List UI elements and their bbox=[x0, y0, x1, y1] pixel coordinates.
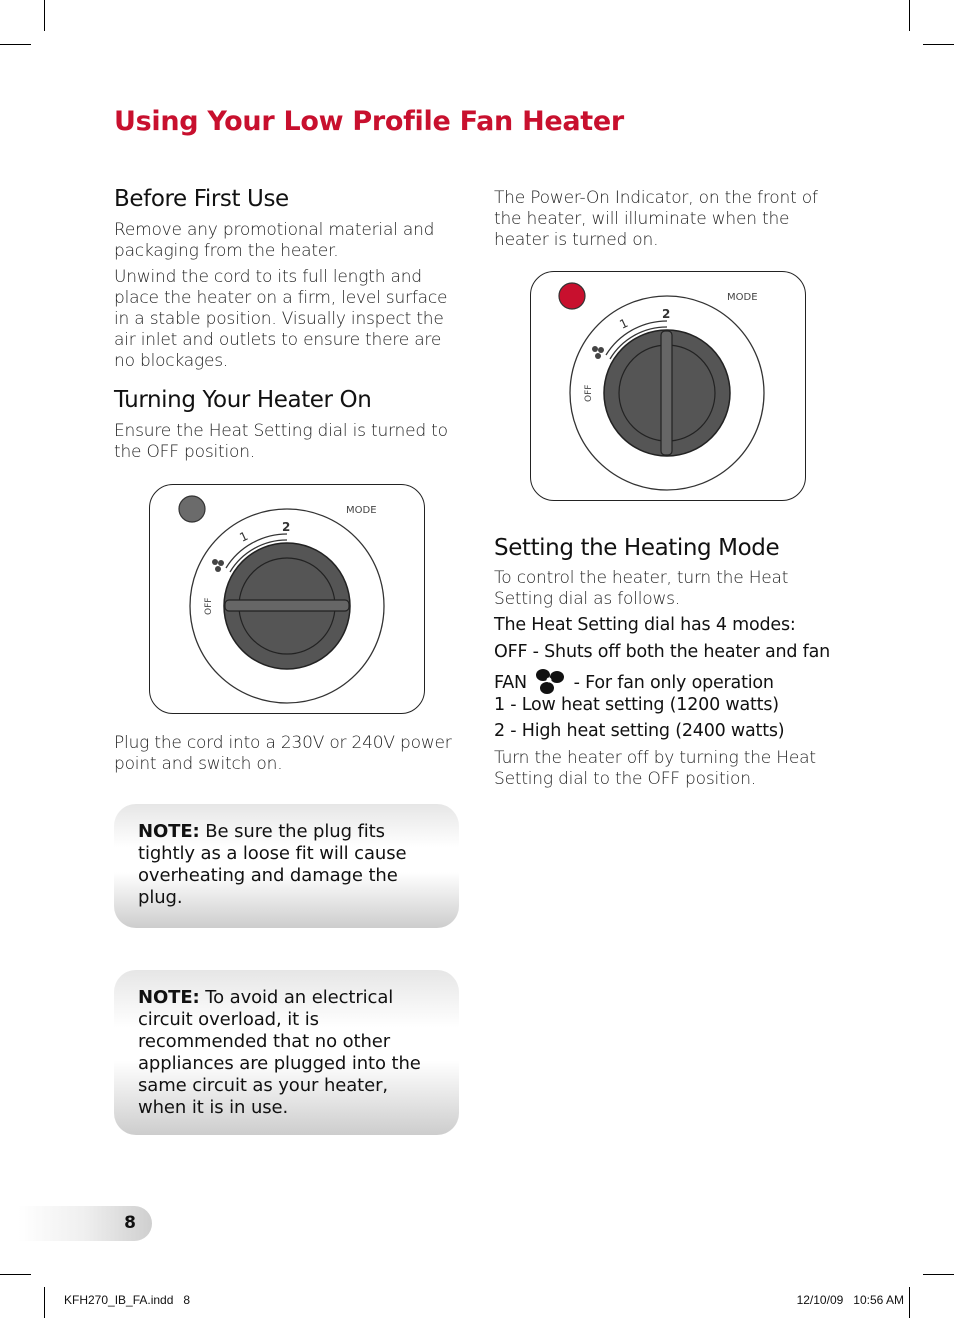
mode-2: 2 - High heat setting (2400 watts) bbox=[494, 721, 785, 741]
heating-mode-intro: To control the heater, turn the Heat Setting dial as follows. bbox=[494, 568, 789, 609]
crop-mark bbox=[44, 1287, 45, 1318]
power-indicator-para: The Power-On Indicator, on the front of the heater, will illuminate when the heater is turned on. bbox=[494, 188, 818, 250]
dial-label-1: 1 bbox=[617, 315, 631, 332]
mode-fan-suffix: - For fan only operation bbox=[573, 673, 774, 693]
note-plug-fit bbox=[114, 804, 459, 928]
modes-intro: The Heat Setting dial has 4 modes: bbox=[494, 615, 796, 635]
crop-mark bbox=[44, 0, 45, 31]
crop-mark bbox=[909, 0, 910, 31]
file-slug: KFH270_IB_FA.indd 8 bbox=[64, 1293, 191, 1307]
page-number-tab bbox=[18, 1206, 152, 1241]
off-label: OFF bbox=[584, 384, 594, 402]
mode-1: 1 - Low heat setting (1200 watts) bbox=[494, 695, 779, 715]
note-circuit-overload bbox=[114, 970, 459, 1135]
dial-label-2: 2 bbox=[282, 520, 291, 534]
before-first-use-para2: Unwind the cord to its full length and place the heater on a firm, level surface in a stable position. Visually inspect the air inlet and outlets to ensure there are no blockages. bbox=[114, 267, 448, 371]
page-number: 8 bbox=[124, 1213, 136, 1233]
off-label: OFF bbox=[204, 597, 214, 615]
note-label: NOTE: bbox=[138, 987, 200, 1008]
note-text: To avoid an electrical circuit overload, it is recommended that no other appliances are plugged into the same circuit as your heater, when it is in use. bbox=[138, 987, 421, 1118]
crop-mark bbox=[923, 1274, 954, 1275]
crop-mark bbox=[0, 44, 31, 45]
fan-icon bbox=[534, 667, 566, 695]
dial-label-2: 2 bbox=[662, 307, 671, 321]
page-title: Using Your Low Profile Fan Heater bbox=[114, 106, 624, 137]
turning-on-heading: Turning Your Heater On bbox=[114, 387, 372, 413]
crop-mark bbox=[909, 1287, 910, 1318]
heating-mode-heading: Setting the Heating Mode bbox=[494, 535, 780, 561]
note-label: NOTE: bbox=[138, 821, 200, 842]
print-timestamp: 12/10/09 10:56 AM bbox=[796, 1293, 904, 1307]
mode-fan-prefix: FAN bbox=[494, 673, 527, 693]
mode-off: OFF - Shuts off both the heater and fan bbox=[494, 642, 831, 662]
turning-on-para1: Ensure the Heat Setting dial is turned to the OFF position. bbox=[114, 421, 448, 462]
before-first-use-heading: Before First Use bbox=[114, 186, 289, 212]
crop-mark bbox=[923, 44, 954, 45]
dial-pointer bbox=[225, 600, 349, 611]
before-first-use-para1: Remove any promotional material and packaging from the heater. bbox=[114, 220, 435, 261]
dial-pointer bbox=[661, 331, 672, 455]
power-indicator-icon bbox=[179, 496, 205, 522]
mode-fan bbox=[494, 667, 774, 695]
turning-on-para2: Plug the cord into a 230V or 240V power point and switch on. bbox=[114, 733, 452, 774]
crop-mark bbox=[0, 1274, 31, 1275]
mode-label: MODE bbox=[727, 292, 758, 303]
heating-mode-outro: Turn the heater off by turning the Heat Setting dial to the OFF position. bbox=[494, 748, 816, 789]
fan-icon bbox=[212, 559, 224, 572]
mode-label: MODE bbox=[346, 505, 377, 516]
fan-icon bbox=[592, 346, 604, 359]
dial-illustration-off bbox=[149, 484, 425, 714]
note-text: Be sure the plug fits tightly as a loose fit will cause overheating and damage the plug. bbox=[138, 821, 407, 908]
power-indicator-icon bbox=[559, 283, 585, 309]
dial-illustration-on bbox=[530, 271, 806, 501]
dial-label-1: 1 bbox=[237, 528, 251, 545]
